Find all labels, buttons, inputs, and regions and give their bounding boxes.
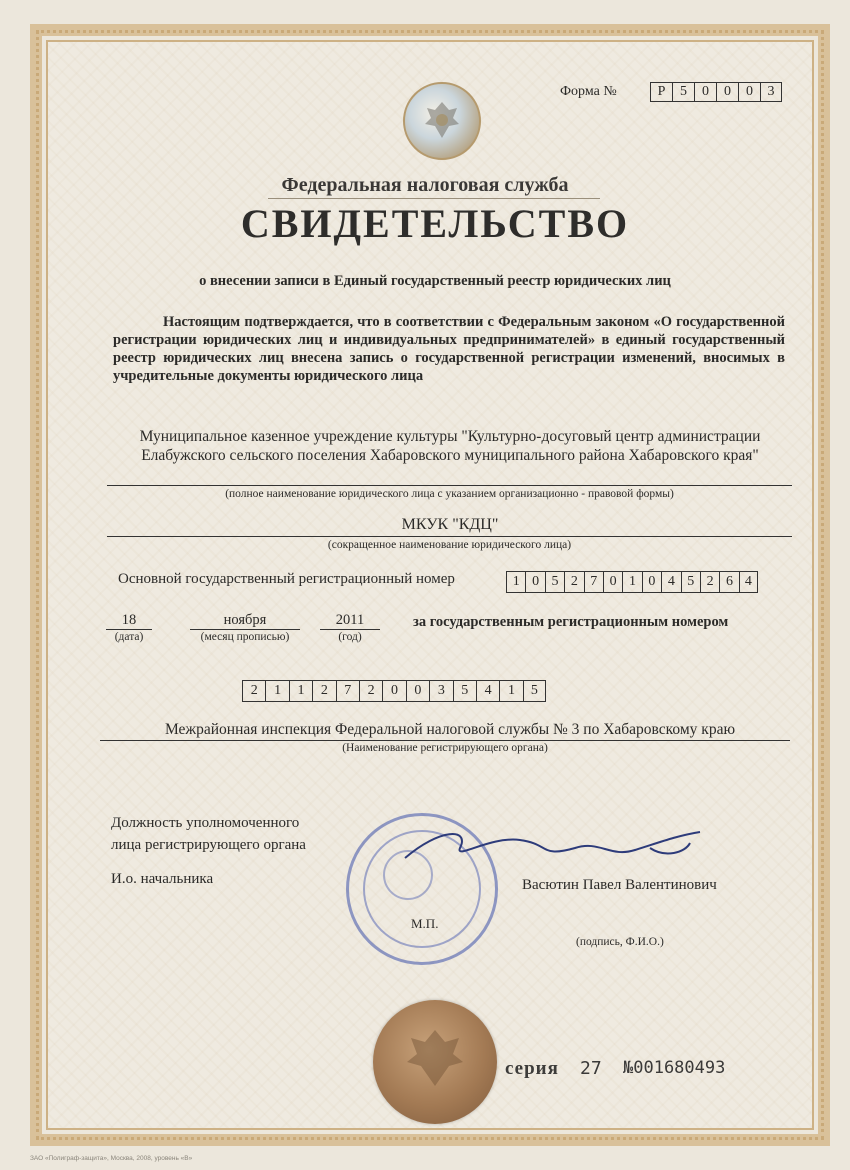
short-name-line bbox=[107, 536, 792, 537]
signature-caption: (подпись, Ф.И.О.) bbox=[576, 936, 664, 948]
printer-imprint: ЗАО «Полиграф-защита», Москва, 2008, уровень «В» bbox=[30, 1155, 193, 1162]
grn-digit: 5 bbox=[453, 680, 476, 702]
grn-digit: 2 bbox=[242, 680, 265, 702]
stamp-place: М.П. bbox=[411, 916, 439, 931]
ogrn-digit: 5 bbox=[681, 571, 700, 593]
ogrn-digit: 4 bbox=[739, 571, 758, 593]
date-month: ноября bbox=[223, 612, 267, 628]
grn-number-boxes bbox=[242, 680, 546, 702]
hologram-emblem-icon bbox=[403, 82, 481, 160]
entity-full-name: Муниципальное казенное учреждение культуры "Культурно-досуговый центр администрации Елабужского сельского поселения Хабаровского муниципального района Хабаровского края" bbox=[139, 428, 761, 464]
year-caption: (год) bbox=[338, 631, 362, 643]
form-code-cell: 3 bbox=[760, 82, 782, 102]
signature-icon bbox=[400, 818, 710, 878]
ogrn-digit: 7 bbox=[584, 571, 603, 593]
position-line-2: лица регистрирующего органа bbox=[111, 837, 306, 853]
document-subtitle: о внесении записи в Единый государственный реестр юридических лиц bbox=[199, 273, 671, 289]
grn-digit: 1 bbox=[499, 680, 522, 702]
month-line bbox=[190, 629, 300, 630]
day-line bbox=[106, 629, 152, 630]
signer-name: Васютин Павел Валентинович bbox=[522, 877, 717, 893]
statement-paragraph: Настоящим подтверждается, что в соответствии с Федеральным законом «О государственной регистрации юридических лиц и индивидуальных предпринимателей» в единый государственный реестр юридических лиц внесена запись о государственной регистрации изменений, вносимых в учредительные документы юридического лица bbox=[113, 314, 785, 384]
registering-authority: Межрайонная инспекция Федеральной налоговой службы № 3 по Хабаровскому краю bbox=[164, 721, 736, 738]
ogrn-digit: 0 bbox=[642, 571, 661, 593]
form-number-label: Форма № bbox=[560, 84, 617, 99]
grn-digit: 0 bbox=[382, 680, 405, 702]
grn-digit: 1 bbox=[265, 680, 288, 702]
year-line bbox=[320, 629, 380, 630]
grn-digit: 2 bbox=[359, 680, 382, 702]
grn-digit: 1 bbox=[289, 680, 312, 702]
form-code-cell: 5 bbox=[672, 82, 694, 102]
gold-emblem-seal-icon bbox=[373, 1000, 497, 1124]
date-year: 2011 bbox=[335, 612, 365, 628]
position-line-1: Должность уполномоченного bbox=[111, 815, 300, 831]
document-title: СВИДЕТЕЛЬСТВО bbox=[240, 201, 630, 246]
grn-digit: 2 bbox=[312, 680, 335, 702]
grn-digit: 4 bbox=[476, 680, 499, 702]
acting-title: И.о. начальника bbox=[111, 871, 214, 887]
ogrn-digit: 2 bbox=[700, 571, 719, 593]
grn-digit: 0 bbox=[406, 680, 429, 702]
ogrn-digit: 1 bbox=[506, 571, 525, 593]
registration-number-text: за государственным регистрационным номером bbox=[413, 614, 729, 630]
ogrn-digit: 6 bbox=[719, 571, 738, 593]
form-code-cell: Р bbox=[650, 82, 672, 102]
form-code-cell: 0 bbox=[716, 82, 738, 102]
series-label: серия bbox=[505, 1058, 559, 1079]
ogrn-digit: 0 bbox=[525, 571, 544, 593]
series-number: 27 bbox=[580, 1058, 602, 1079]
month-caption: (месяц прописью) bbox=[200, 631, 290, 643]
form-number-boxes bbox=[650, 82, 782, 102]
ogrn-digit: 5 bbox=[545, 571, 564, 593]
grn-digit: 5 bbox=[523, 680, 546, 702]
authority-line bbox=[100, 740, 790, 741]
full-name-caption: (полное наименование юридического лица с указанием организационно - правовой формы) bbox=[225, 488, 674, 500]
document-number: №001680493 bbox=[623, 1058, 726, 1078]
day-caption: (дата) bbox=[114, 631, 144, 643]
official-position bbox=[111, 812, 306, 856]
short-name-caption: (сокращенное наименование юридического лица) bbox=[327, 539, 572, 551]
ogrn-label: Основной государственный регистрационный номер bbox=[118, 571, 455, 587]
ogrn-number-boxes bbox=[506, 571, 758, 593]
entity-short-name: МКУК "КДЦ" bbox=[401, 516, 499, 533]
grn-digit: 7 bbox=[336, 680, 359, 702]
ogrn-digit: 1 bbox=[622, 571, 641, 593]
date-day: 18 bbox=[121, 612, 137, 628]
ogrn-digit: 4 bbox=[661, 571, 680, 593]
form-code-cell: 0 bbox=[738, 82, 760, 102]
authority-caption: (Наименование регистрирующего органа) bbox=[342, 742, 548, 754]
form-code-cell: 0 bbox=[694, 82, 716, 102]
ogrn-digit: 0 bbox=[603, 571, 622, 593]
agency-name: Федеральная налоговая служба bbox=[281, 174, 569, 196]
grn-digit: 3 bbox=[429, 680, 452, 702]
full-name-line bbox=[107, 485, 792, 486]
agency-underline bbox=[268, 198, 600, 199]
ogrn-digit: 2 bbox=[564, 571, 583, 593]
